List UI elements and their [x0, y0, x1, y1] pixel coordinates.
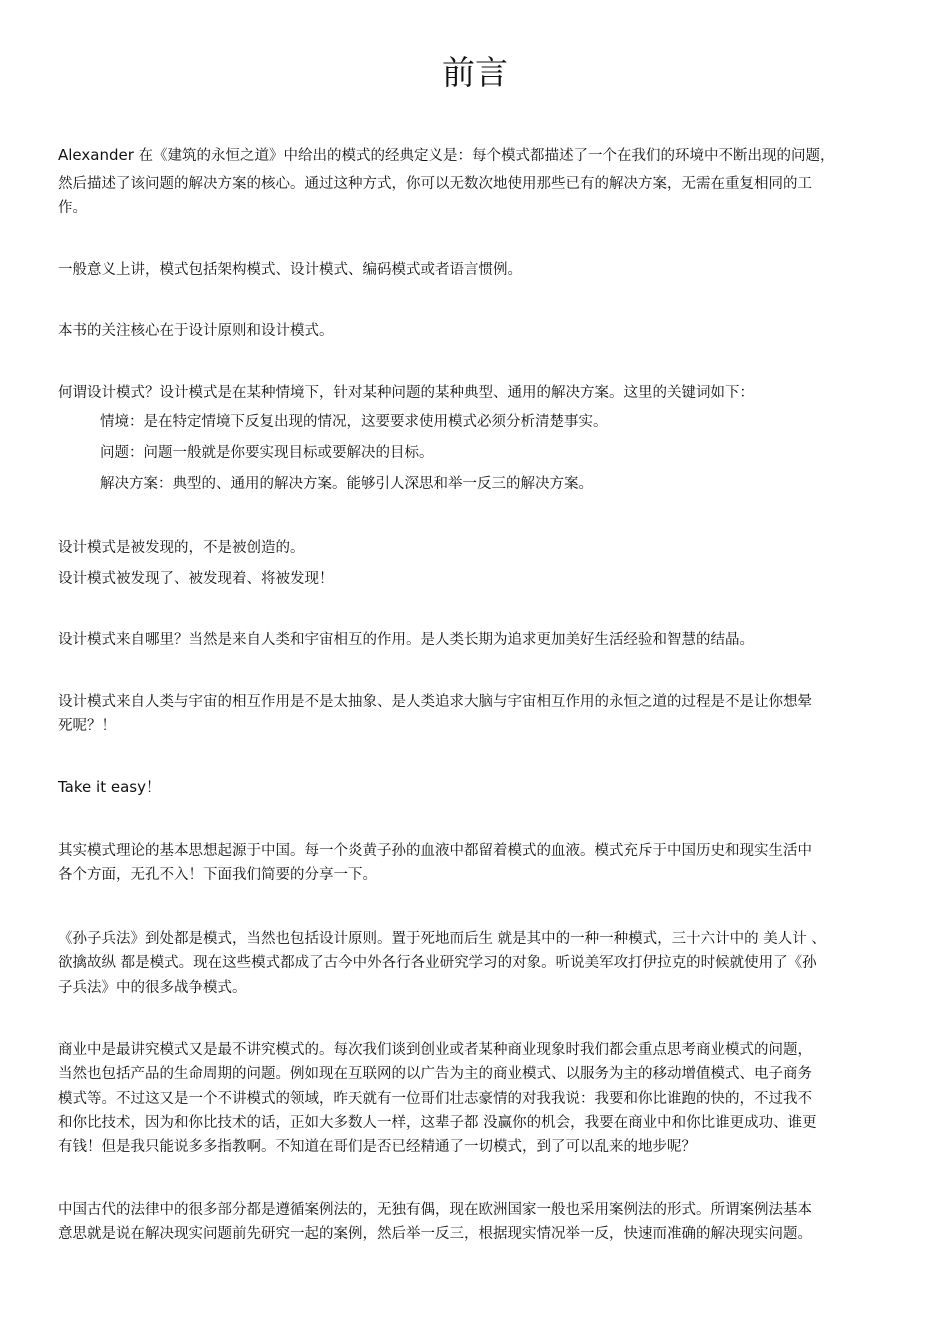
paragraph-business-line3: 模式等。不过这又是一个不讲模式的领域，昨天就有一位哥们壮志豪情的对我我说：我要和你比谁跑的快的，不过我不: [58, 1091, 812, 1107]
paragraph-alexander-line3: 作。: [58, 200, 87, 216]
paragraph-business-line1: 商业中是最讲究模式又是最不讲究模式的。每次我们谈到创业或者某种商业现象时我们都会重点思考商业模式的问题，: [58, 1042, 812, 1058]
paragraph-focus: 本书的关注核心在于设计原则和设计模式。: [58, 323, 334, 339]
page-title: 前言: [442, 53, 508, 92]
paragraph-business-line4: 和你比技术，因为和你比技术的话，正如大多数人一样，这辈子都 没赢你的机会，我要在商业中和你比谁更成功、谁更: [58, 1115, 817, 1131]
paragraph-discovered-2: 设计模式被发现了、被发现着、将被发现！: [58, 571, 334, 587]
keyword-problem: 问题：问题一般就是你要实现目标或要解决的目标。: [100, 445, 434, 461]
paragraph-discovered-1: 设计模式是被发现的，不是被创造的。: [58, 540, 305, 556]
paragraph-business-line2: 当然也包括产品的生命周期的问题。例如现在互联网的以广告为主的商业模式、以服务为主的移动增值模式、电子商务: [58, 1066, 812, 1082]
take-it-easy-mark: ！: [145, 780, 161, 796]
paragraph-china-line2: 各个方面，无孔不入！下面我们简要的分享一下。: [58, 867, 377, 883]
paragraph-law-line1: 中国古代的法律中的很多部分都是遵循案例法的，无独有偶，现在欧洲国家一般也采用案例法的形式。所谓案例法基本: [58, 1202, 812, 1218]
paragraph-business-line5: 有钱！但是我只能说多多指教啊。不知道在哥们是否已经精通了一切模式，到了可以乱来的地步呢？: [58, 1139, 696, 1155]
paragraph-sunzi-line3: 子兵法》中的很多战争模式。: [58, 980, 247, 996]
paragraph-sunzi-line2: 欲擒故纵 都是模式。现在这些模式都成了古今中外各行各业研究学习的对象。听说美军攻打伊拉克的时候就使用了《孙: [58, 955, 817, 971]
paragraph-alexander-line1: [58, 142, 892, 169]
alexander-name: Alexander: [58, 146, 134, 164]
keyword-context: 情境：是在特定情境下反复出现的情况，这要要求使用模式必须分析清楚事实。: [100, 414, 608, 430]
take-it-easy-text: Take it easy: [58, 778, 146, 796]
paragraph-what: 何谓设计模式？设计模式是在某种情境下，针对某种问题的某种典型、通用的解决方案。这里的关键词如下：: [58, 385, 754, 401]
paragraph-general: 一般意义上讲，模式包括架构模式、设计模式、编码模式或者语言惯例。: [58, 262, 522, 278]
paragraph-china-line1: 其实模式理论的基本思想起源于中国。每一个炎黄子孙的血液中都留着模式的血液。模式充斥于中国历史和现实生活中: [58, 843, 812, 859]
paragraph-sunzi-line1: 《孙子兵法》到处都是模式，当然也包括设计原则。置于死地而后生 就是其中的一种一种模式，三十六计中的 美人计 、: [58, 931, 826, 947]
paragraph-law-line2: 意思就是说在解决现实问题前先研究一起的案例，然后举一反三，根据现实情况举一反，快速而准确的解决现实问题。: [58, 1226, 812, 1242]
paragraph-alexander-line2: 然后描述了该问题的解决方案的核心。通过这种方式，你可以无数次地使用那些已有的解决方案，无需在重复相同的工: [58, 176, 812, 192]
keyword-solution: 解决方案：典型的、通用的解决方案。能够引人深思和举一反三的解决方案。: [100, 476, 593, 492]
paragraph-abstract-line1: 设计模式来自人类与宇宙的相互作用是不是太抽象、是人类追求大脑与宇宙相互作用的永恒之道的过程是不是让你想晕: [58, 694, 812, 710]
paragraph-abstract-line2: 死呢？！: [58, 718, 116, 734]
paragraph-origin: 设计模式来自哪里？当然是来自人类和宇宙相互的作用。是人类长期为追求更加美好生活经验和智慧的结晶。: [58, 632, 754, 648]
alexander-line1-text: 在《建筑的永恒之道》中给出的模式的经典定义是：每个模式都描述了一个在我们的环境中不断出现的问题，: [133, 148, 835, 164]
paragraph-take-it-easy: [58, 774, 892, 801]
